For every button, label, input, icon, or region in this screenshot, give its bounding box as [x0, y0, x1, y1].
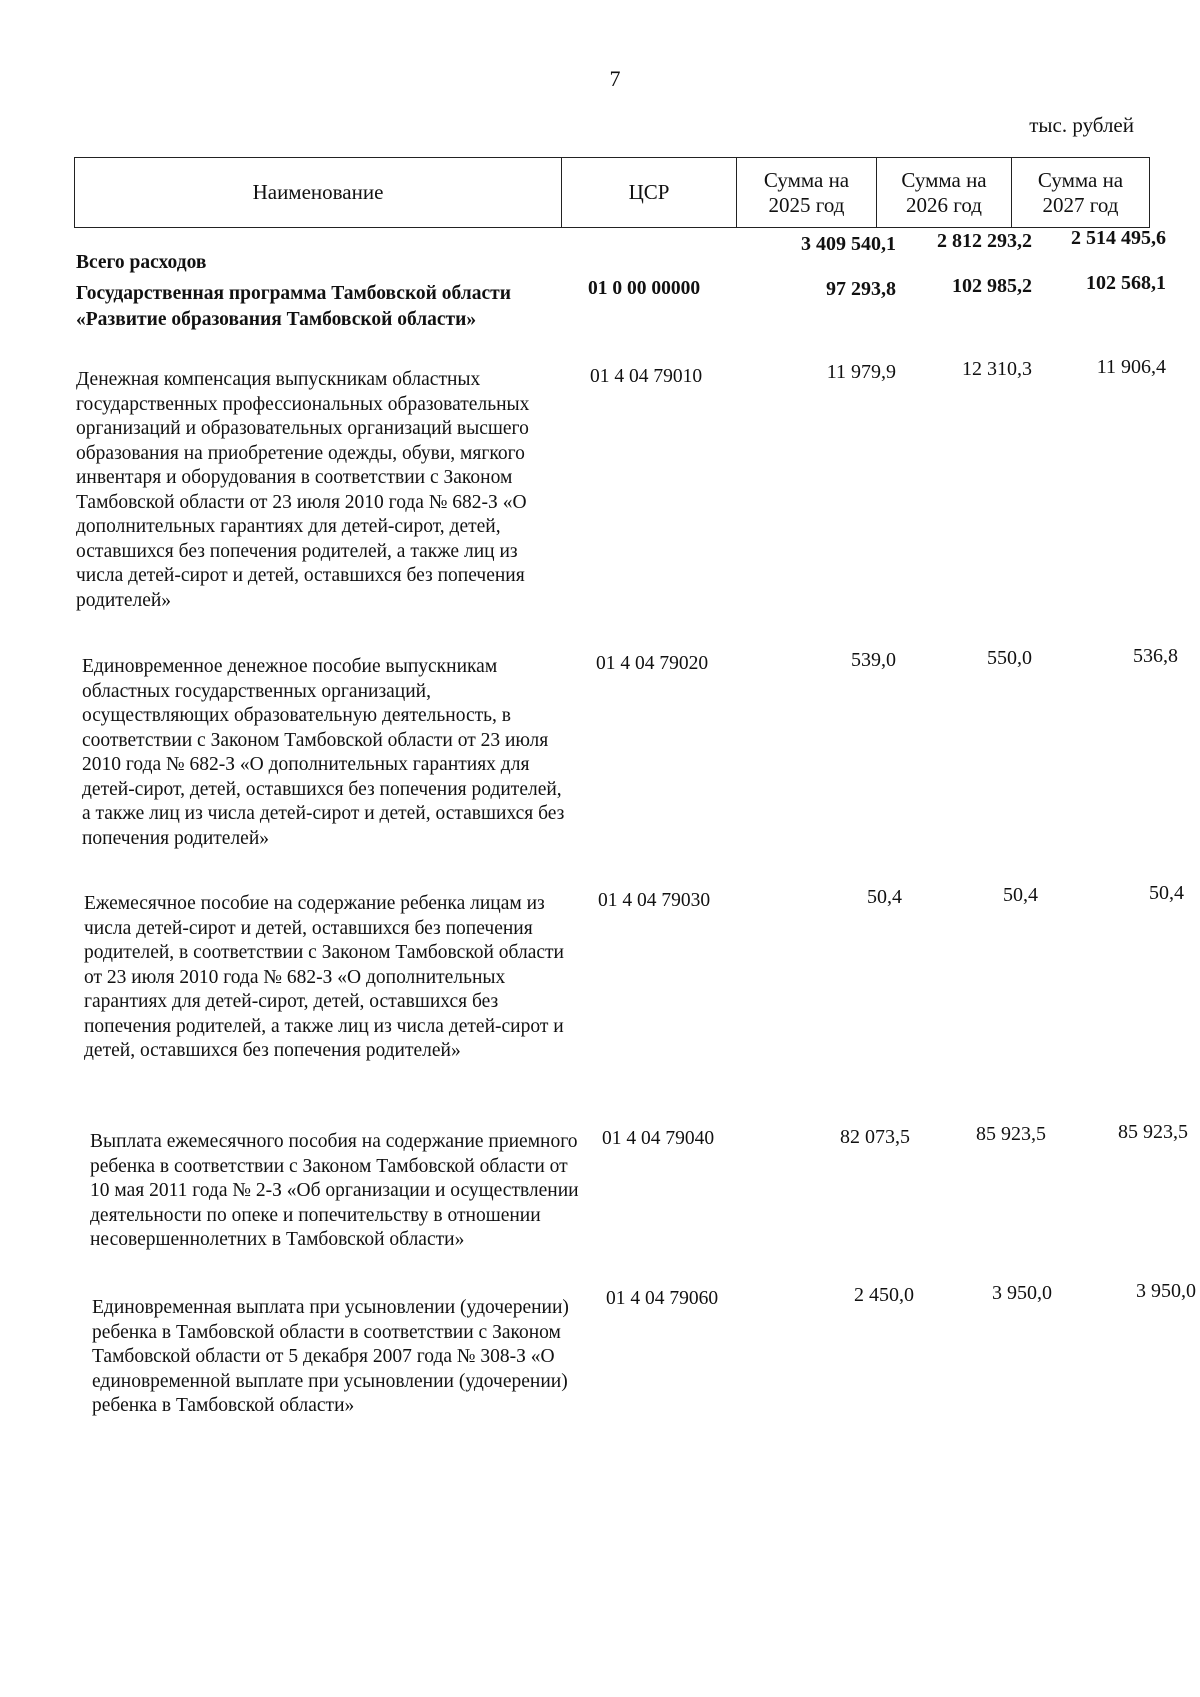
row-name: Единовременное денежное пособие выпускникам областных государственных организаций, осуществляющих образовательную деятельность, в соответствии с Законом Тамбовской области от 23 июля 2010 года № 682-З «О дополнительных гарантиях для детей-сирот, детей, оставшихся без попечения родителей, а также лиц из числа детей-сирот и детей, оставшихся без попечения родителей» — [82, 656, 565, 849]
page-number: 7 — [609, 66, 621, 91]
row-name: Ежемесячное пособие на содержание ребенка лицам из числа детей-сирот и детей, оставшихся без попечения родителей, в соответствии с Законом Тамбовской области от 23 июля 2010 года № 682-З «О дополнительных гарантиях для детей-сирот, детей, оставшихся без попечения родителей, а также лиц из числа детей-сирот и детей, оставшихся без попечения родителей» — [84, 893, 564, 1061]
header-2027: Сумма на 2027 год — [1012, 158, 1149, 228]
row-name: Единовременная выплата при усыновлении (удочерении) ребенка в Тамбовской области в соответствии с Законом Тамбовской области от 5 декабря 2007 года № 308-З «О единовременной выплате при усыновлении (удочерении) ребенка в Тамбовской области» — [92, 1297, 569, 1416]
total-label: Всего расходов — [76, 252, 207, 273]
row-2027: 85 923,5 — [1118, 1121, 1188, 1143]
row-2025: 2 450,0 — [854, 1284, 914, 1306]
header-2025: Сумма на 2025 год — [737, 158, 877, 228]
header-name: Наименование — [75, 158, 562, 228]
row-2025: 97 293,8 — [826, 278, 896, 300]
header-code: ЦСР — [562, 158, 737, 228]
row-2025: 539,0 — [851, 649, 896, 671]
row-2025: 50,4 — [867, 886, 902, 908]
total-2025: 3 409 540,1 — [801, 233, 896, 255]
row-code: 01 4 04 79040 — [602, 1128, 715, 1149]
row-code: 01 4 04 79060 — [606, 1288, 719, 1309]
total-2027: 2 514 495,6 — [1071, 227, 1166, 249]
units-label: тыс. рублей — [1029, 113, 1134, 137]
row-2026: 85 923,5 — [976, 1123, 1046, 1145]
row-name: Выплата ежемесячного пособия на содержание приемного ребенка в соответствии с Законом Тамбовской области от 10 мая 2011 года № 2-З «Об организации и осуществлении деятельности по опеке и попечительству в отношении несовершеннолетних в Тамбовской области» — [90, 1131, 579, 1250]
row-code: 01 0 00 00000 — [588, 278, 701, 299]
row-code: 01 4 04 79010 — [590, 366, 703, 387]
row-2026: 3 950,0 — [992, 1282, 1052, 1304]
row-2025: 82 073,5 — [840, 1126, 910, 1148]
row-name: Денежная компенсация выпускникам областных государственных профессиональных образовательных организаций и образовательных организаций высшего образования на приобретение одежды, обуви, мягкого инвентаря и оборудования в соответствии с Законом Тамбовской области от 23 июля 2010 года № 682-З «О дополнительных гарантиях для детей-сирот, детей, оставшихся без попечения родителей, а также лиц из числа детей-сирот и детей, оставшихся без попечения родителей» — [76, 369, 530, 611]
row-code: 01 4 04 79030 — [598, 890, 711, 911]
row-code: 01 4 04 79020 — [596, 653, 709, 674]
row-2027: 102 568,1 — [1086, 272, 1166, 294]
row-2026: 102 985,2 — [952, 275, 1032, 297]
row-2025: 11 979,9 — [826, 361, 896, 383]
row-2027: 50,4 — [1149, 882, 1184, 904]
row-2026: 550,0 — [987, 647, 1032, 669]
row-2026: 50,4 — [1003, 884, 1038, 906]
table-header — [74, 157, 1150, 228]
row-name: Государственная программа Тамбовской области «Развитие образования Тамбовской области» — [76, 283, 511, 330]
row-2027: 3 950,0 — [1136, 1280, 1196, 1302]
header-2026: Сумма на 2026 год — [877, 158, 1012, 228]
row-2027: 11 906,4 — [1096, 356, 1166, 378]
row-2026: 12 310,3 — [962, 358, 1032, 380]
row-2027: 536,8 — [1133, 645, 1178, 667]
total-2026: 2 812 293,2 — [937, 230, 1032, 252]
